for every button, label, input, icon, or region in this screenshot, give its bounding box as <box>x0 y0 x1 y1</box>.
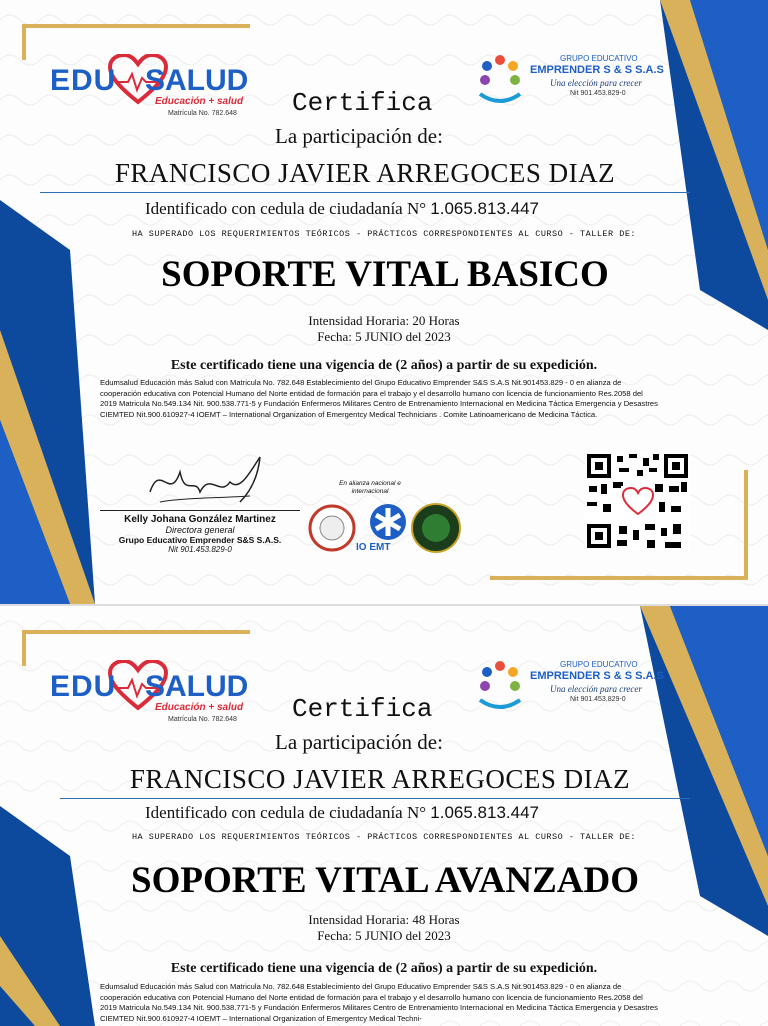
id-line <box>145 803 539 823</box>
star-of-life-icon <box>370 504 406 540</box>
fundacion-enfermeros-seal-icon <box>412 504 460 552</box>
name-underline <box>40 192 690 193</box>
signer-block <box>90 514 310 554</box>
certificate-2 <box>0 604 768 1026</box>
requirements-text: HA SUPERADO LOS REQUERIMIENTOS TEÓRICOS - PRÁCTICOS CORRESPONDIENTES AL CURSO - TALLER DE: <box>131 832 637 842</box>
grupo-name: EMPRENDER S & S S.A.S <box>530 670 664 682</box>
id-prefix: Identificado con cedula de ciudadanía N° <box>145 199 427 218</box>
grupo-emprender-logo <box>475 50 685 110</box>
edusalud-tagline: Educación + salud <box>155 96 244 107</box>
grupo-name: EMPRENDER S & S S.A.S <box>530 64 664 76</box>
course-info <box>234 313 534 345</box>
id-line <box>145 199 539 219</box>
signer-nit: Nit 901.453.829-0 <box>168 545 232 554</box>
course-hours: Intensidad Horaria: 48 Horas <box>308 912 460 927</box>
handwritten-signature <box>140 452 275 512</box>
qr-code <box>585 452 690 550</box>
course-title: SOPORTE VITAL AVANZADO <box>131 860 639 901</box>
people-circle-icon <box>475 50 525 108</box>
id-number: 1.065.813.447 <box>430 803 539 822</box>
grupo-nit: Nit 901.453.829-0 <box>570 696 626 703</box>
edusalud-matricula: Matrícula No. 782.648 <box>168 716 237 723</box>
body-text: Edumsalud Educación más Salud con Matricula No. 782.648 Establecimiento del Grupo Educativo Emprender S&S S.A.S Nit.901453.829 - 0 en alianza de cooperación educativa con Potencial Humano del Norte entidad de formación para el trabajo y el desarrollo humano con licencia de funcionamiento Res.2058 del 2019 Matricula No.549.134 Nit. 900.538.771-5 y Fundación Enfermeros Militares Centro de Entrenamiento Internacional en Medicina Táctica Emergencia y Desastres CIEMTED Nit.900.610927-4 IOEMT – International Organization of Emergentcy Medical Technicians . Comite Latinoamericano de Medicina Táctica. <box>100 378 658 419</box>
signature-line <box>100 510 300 511</box>
participation-label: La participación de: <box>275 124 443 148</box>
grupo-small-label: GRUPO EDUCATIVO <box>560 660 638 669</box>
signer-name: Kelly Johana González Martinez <box>124 514 276 525</box>
salud-wordmark: SALUD <box>145 670 249 703</box>
edu-wordmark: EDU <box>50 64 117 97</box>
grupo-small-label: GRUPO EDUCATIVO <box>560 54 638 63</box>
course-info <box>234 912 534 944</box>
name-underline <box>60 798 690 799</box>
student-name: FRANCISCO JAVIER ARREGOCES DIAZ <box>129 764 631 794</box>
signer-role: Directora general <box>165 525 235 535</box>
grupo-slogan: Una elección para crecer <box>550 78 642 88</box>
course-hours: Intensidad Horaria: 20 Horas <box>308 313 460 328</box>
certifica-heading: Certifica <box>292 694 433 724</box>
participation-label: La participación de: <box>275 730 443 754</box>
alliance-label: En alianza nacional e internacional <box>339 480 401 495</box>
edusalud-matricula: Matrícula No. 782.648 <box>168 110 237 117</box>
edu-wordmark: EDU <box>50 670 117 703</box>
course-date: Fecha: 5 JUNIO del 2023 <box>317 329 451 344</box>
course-title: SOPORTE VITAL BASICO <box>161 254 609 295</box>
grupo-nit: Nit 901.453.829-0 <box>570 90 626 97</box>
certifica-heading: Certifica <box>292 88 433 118</box>
edusalud-tagline: Educación + salud <box>155 702 244 713</box>
student-name: FRANCISCO JAVIER ARREGOCES DIAZ <box>114 158 616 188</box>
salud-wordmark: SALUD <box>145 64 249 97</box>
edusalud-logo <box>50 58 250 118</box>
validity-text: Este certificado tiene una vigencia de (2 años) a partir de su expedición. <box>170 961 598 976</box>
potencial-humano-seal-icon <box>310 506 354 550</box>
ioemt-label: IO EMT <box>356 542 391 553</box>
id-number: 1.065.813.447 <box>430 199 539 218</box>
course-date: Fecha: 5 JUNIO del 2023 <box>317 928 451 943</box>
grupo-slogan: Una elección para crecer <box>550 684 642 694</box>
people-circle-icon <box>475 656 525 714</box>
validity-text: Este certificado tiene una vigencia de (2 años) a partir de su expedición. <box>170 358 598 373</box>
edusalud-logo <box>50 664 250 724</box>
signer-org: Grupo Educativo Emprender S&S S.A.S. <box>118 535 282 545</box>
id-prefix: Identificado con cedula de ciudadanía N° <box>145 803 427 822</box>
body-text: Edumsalud Educación más Salud con Matricula No. 782.648 Establecimiento del Grupo Educativo Emprender S&S S.A.S Nit.901453.829 - 0 en alianza de cooperación educativa con Potencial Humano del Norte entidad de formación para el trabajo y el desarrollo humano con licencia de funcionamiento Res.2058 del 2019 Matricula No.549.134 Nit. 900.538.771-5 y Fundación Enfermeros Militares Centro de Entrenamiento Internacional en Medicina Táctica Emergencia y Desastres CIEMTED Nit.900.610927-4 IOEMT – International Organization of Emergentcy Medical Techni- <box>100 982 658 1023</box>
requirements-text: HA SUPERADO LOS REQUERIMIENTOS TEÓRICOS - PRÁCTICOS CORRESPONDIENTES AL CURSO - TALLER DE: <box>131 229 637 239</box>
grupo-emprender-logo <box>475 656 685 716</box>
